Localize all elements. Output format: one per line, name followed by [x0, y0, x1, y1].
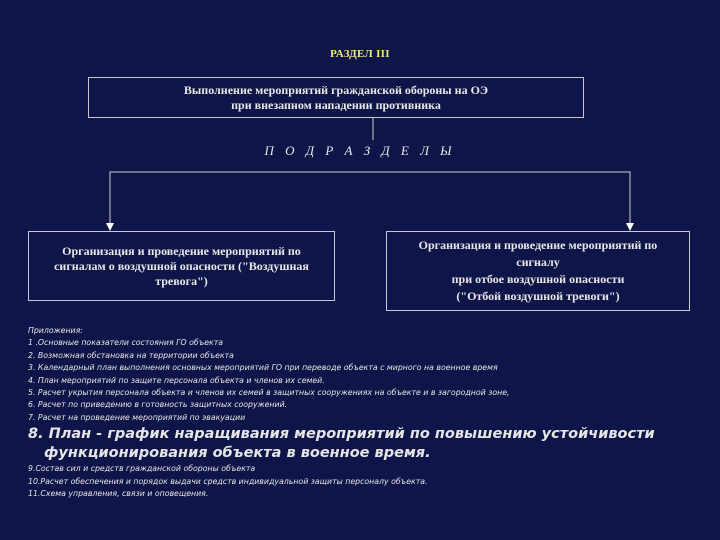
right-box-line-2: сигналу	[516, 255, 560, 269]
appendix-item: 5. Расчет укрытия персонала объекта и членов их семей в защитных сооружениях на объекте и в загородной зоне,	[28, 388, 510, 398]
subdivisions-label: П О Д Р А З Д Е Л Ы	[264, 143, 456, 158]
appendix-heading: Приложения:	[28, 326, 83, 335]
branch-connector	[110, 172, 630, 225]
appendix-item: 1 .Основные показатели состояния ГО объекта	[28, 338, 224, 348]
appendix-item: 7. Расчет на проведение мероприятий по эвакуации	[28, 412, 246, 422]
left-box-line-1: Организация и проведение мероприятий по	[62, 243, 301, 258]
right-box-line-1: Организация и проведение мероприятий по	[418, 238, 658, 252]
arrow-left-icon	[106, 223, 114, 231]
appendix-highlight-line-1: 8. План - график наращивания мероприятий по повышению устойчивости	[28, 426, 655, 443]
appendix-item: 11.Схема управления, связи и оповещения.	[28, 489, 209, 499]
appendix-item: 3. Календарный план выполнения основных мероприятий ГО при переводе объекта с мирного на военное время	[28, 363, 498, 373]
left-box	[28, 231, 335, 301]
appendix-item: 4. План мероприятий по защите персонала объекта и членов их семей.	[28, 375, 325, 385]
right-box	[386, 231, 690, 311]
appendix-highlight-line-2: функционирования объекта в военное время.	[44, 445, 431, 462]
appendix-item: 2. Возможная обстановка на территории объекта	[28, 350, 234, 360]
right-box-line-4: ("Отбой воздушной тревоги")	[456, 289, 620, 303]
appendix-item: 9.Состав сил и средств гражданской обороны объекта	[28, 464, 256, 474]
arrow-right-icon	[626, 223, 634, 231]
top-box-line-2: при внезапном нападении противника	[231, 97, 441, 112]
appendix-item: 10.Расчет обеспечения и порядок выдачи средств индивидуальной защиты персоналу объекта.	[28, 476, 428, 486]
top-box-line-1: Выполнение мероприятий гражданской обороны на ОЭ	[183, 82, 489, 97]
left-box-line-2: сигналам о воздушной опасности ("Воздушная	[54, 258, 309, 273]
section-title: РАЗДЕЛ III	[330, 48, 390, 60]
left-box-line-3: тревога")	[155, 273, 208, 288]
appendix-item: 6. Расчет по приведению в готовность защитных сооружений.	[28, 400, 288, 410]
right-box-line-3: при отбое воздушной опасности	[451, 272, 625, 286]
appendix-list	[28, 325, 708, 500]
